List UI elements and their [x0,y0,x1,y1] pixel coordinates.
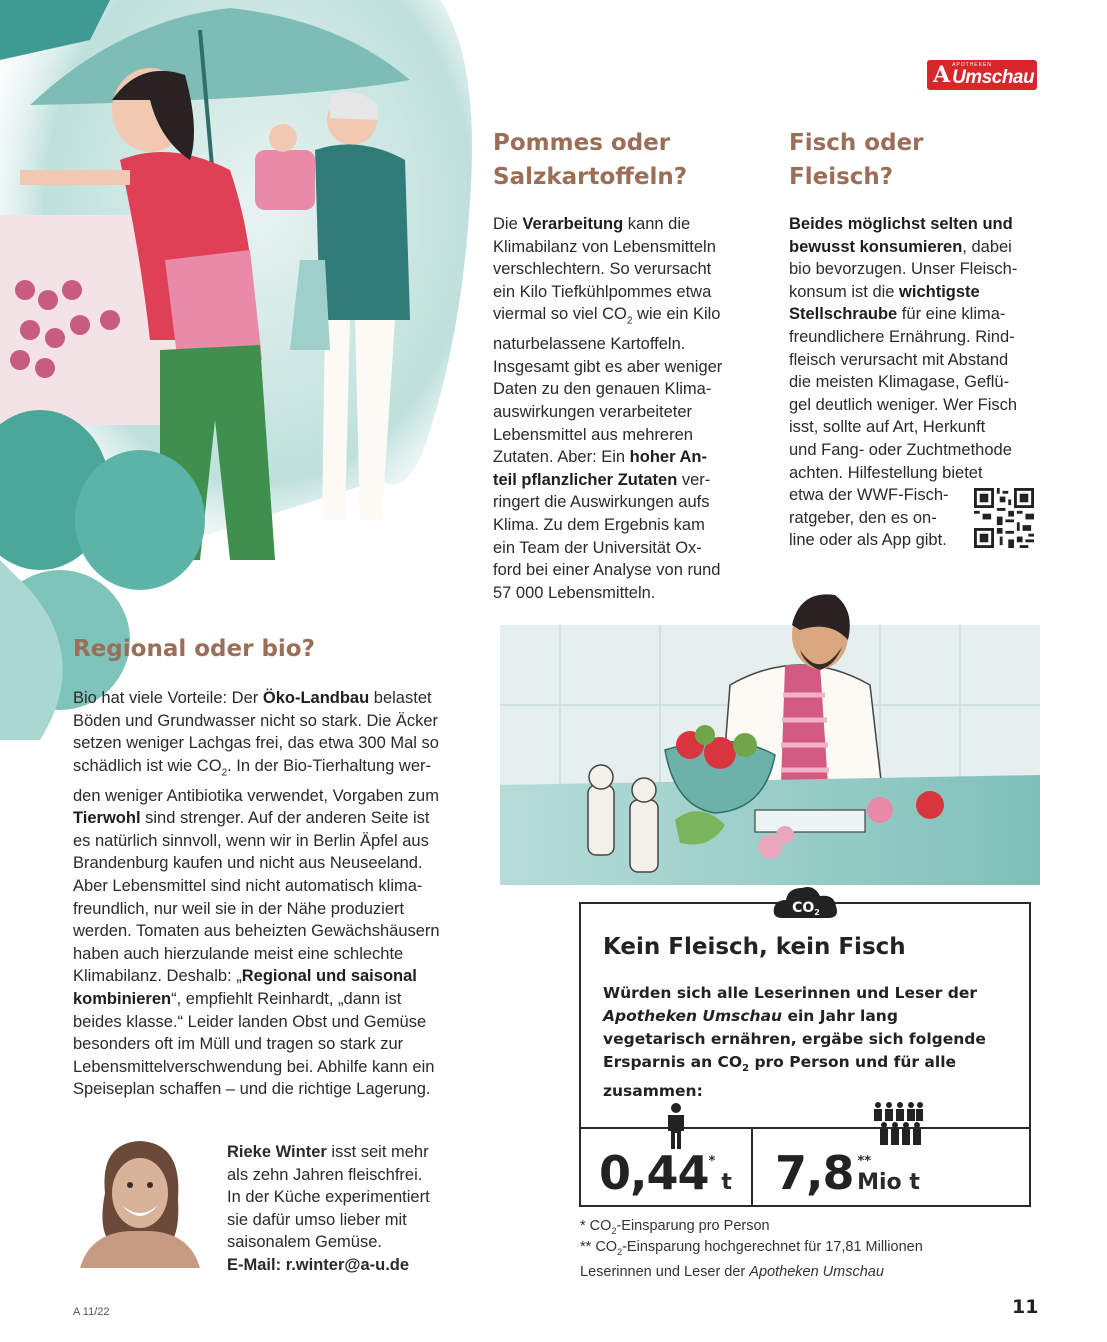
body-fisch: Beides möglichst selten und bewusst konsumieren, dabei bio bevorzugen. Unser Fleisch- konsum ist die wichtigste Stellschraube für eine klima- freundlichere Ernährung. Rind- fleisch verursacht mit Abstand die meisten Klimagase, Geflü- gel deutlich weniger. Wer Fisch isst, sollte auf Art, Herkunft und Fang- oder Zuchtmethode achten. Hilfestellung bietet etwa der WWF-Fisch- ratgeber, den es on- line oder als App gibt. [789,215,1018,550]
logo-name: Umschau [952,67,1035,88]
stat-total [775,1146,920,1200]
section-fisch [789,126,924,194]
person-icon [665,1103,687,1149]
co2-cloud-icon [772,882,840,920]
stat-per-person-marker: * [708,1154,716,1169]
stat-per-person-unit: t [721,1170,732,1195]
footnote-2: ** $CO_2$-Einsparung hochgerechnet für 17,81 Millionen Leserinnen und Leser der Apotheken Umschau [580,1239,923,1280]
section-pommes [493,126,687,194]
infobox-divider-horizontal [579,1127,1031,1129]
heading-regional: Regional oder bio? [73,636,315,662]
infobox-divider-vertical [751,1127,753,1207]
author-portrait [70,1133,210,1268]
stat-total-marker: ** [857,1154,872,1169]
email-label: E-Mail: [227,1255,282,1274]
stat-per-person-value: 0,44 [599,1146,709,1200]
infobox-title: Kein Fleisch, kein Fisch [603,934,906,960]
stat-total-value: 7,8 [775,1146,854,1200]
logo-top: APOTHEKEN [952,62,992,68]
footnote-1: * $CO_2$-Einsparung pro Person [580,1218,770,1236]
heading-pommes: Pommes oder Salzkartoffeln? [493,130,688,190]
svg-text:CO2: $CO_2$ [792,900,820,917]
infobox-description: Würden sich alle Leserinnen und Leser der Apotheken Umschau ein Jahr lang vegetarisch ernähren, ergäbe sich folgende Ersparnis an $CO_2$ pro Person und für alle zusammen: [603,984,986,1101]
market-illustration [0,0,480,740]
group-icon [873,1101,923,1147]
qr-code[interactable] [974,488,1034,548]
logo-letter: A [933,62,951,88]
stat-per-person [599,1146,732,1200]
page-number: 11 [1012,1296,1039,1318]
author-email[interactable]: r.winter@a-u.de [285,1255,410,1274]
apotheken-umschau-logo [927,60,1037,90]
stat-total-unit: Mio t [857,1170,920,1195]
issue-code: A 11/22 [73,1306,110,1318]
author-bio: Rieke Winter isst seit mehr als zehn Jahren fleischfrei. In der Küche experimentiert sie dafür umso lieber mit saisonalem Gemüse. E-Mail: r.winter@a-u.de [227,1143,430,1274]
heading-fisch: Fisch oder Fleisch? [789,130,924,190]
body-pommes: Die Verarbeitung kann die Klimabilanz von Lebensmitteln verschlechtern. So verursacht ein Kilo Tiefkühlpommes etwa viermal so viel $CO_2$ wie ein Kilo naturbelassene Kartoffeln. Insgesamt gibt es aber weniger Daten zu den genauen Klima- auswirkungen verarbeiteter Lebensmittel aus mehreren Zutaten. Aber: Ein hoher An- teil pflanzlicher Zutaten ver- ringert die Auswirkungen aufs Klima. Zu dem Ergebnis kam ein Team der Universität Ox- ford bei einer Analyse von rund 57 000 Lebensmitteln. [493,215,723,602]
body-regional: Bio hat viele Vorteile: Der Öko-Landbau belastet Böden und Grundwasser nicht so stark. Die Äcker setzen weniger Lachgas frei, das etwa 300 Mal so schädlich ist wie $CO_2$. In der Bio-Tierhaltung wer- den weniger Antibiotika verwendet, Vorgaben zum Tierwohl sind strenger. Auf der anderen Seite ist es natürlich sinnvoll, wenn wir in Berlin Äpfel aus Brandenburg kaufen und nicht aus Neuseeland. Aber Lebensmittel sind nicht automatisch klima- freundlich, nur weil sie in der Nähe produziert werden. Tomaten aus beheizten Gewächshäusern haben auch hierzulande meist eine schlechte Klimabilanz. Deshalb: „Regional und saisonal kombinieren“, empfiehlt Reinhardt, „dann ist beides klasse.“ Leider landen Obst und Gemüse besonders oft im Müll und tragen so stark zur Lebensmittelverschwendung bei. Abhilfe kann ein Speiseplan schaffen – und die richtige Lagerung. [73,689,440,1099]
cooking-illustration [500,585,1040,905]
